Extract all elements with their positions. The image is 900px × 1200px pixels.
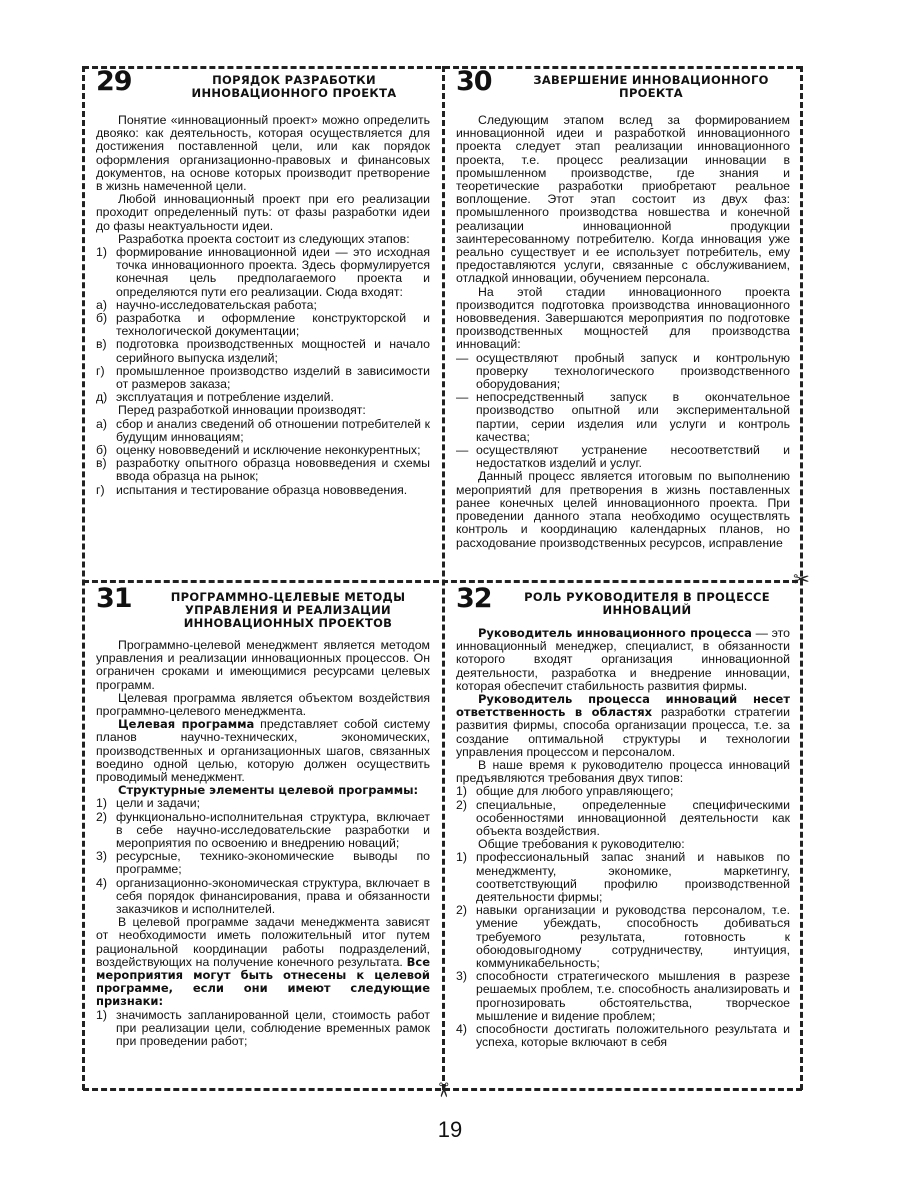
list-item-text: навыки организации и руководства персоналом, т.е. умение убеждать, способность добиваться требуемого результата, готовность к обоюдовыгодному сотрудничеству, интуиция, коммуникабельность; bbox=[476, 903, 790, 971]
list-marker: в) bbox=[96, 337, 107, 352]
list-item bbox=[96, 1009, 430, 1049]
card-body bbox=[456, 114, 790, 550]
list-item bbox=[96, 391, 430, 404]
bold-term: Руководитель инновационного процесса bbox=[478, 626, 752, 640]
list-marker: б) bbox=[96, 311, 108, 326]
list-item bbox=[96, 246, 430, 299]
card-number: 32 bbox=[456, 587, 492, 614]
list-item-text: способности стратегического мышления в разрезе решаемых проблем, т.е. способность анализировать и прогнозировать обстоятельства, творческое мышление и видение проблем; bbox=[476, 969, 790, 1023]
list-marker: г) bbox=[96, 363, 105, 378]
list-item-text: организационно-экономическая структура, включает в себя порядок финансирования, права и обязанности заказчиков и исполнителей. bbox=[116, 875, 430, 917]
list-item bbox=[456, 352, 790, 392]
list-item bbox=[96, 484, 430, 497]
card-body bbox=[96, 639, 430, 1048]
paragraph-text: Понятие «инновационный проект» можно определить двояко: как деятельность, которая осуществляется для достижения поставленной цели, или как порядок оформления организационно-правовых и финансовых документов, на основе которых производит претворение в жизнь намеченной цели. bbox=[96, 113, 430, 194]
list-item-text: непосредственный запуск в окончательное производство опытной или экспериментальной партии, серии изделия или услуги и контроль качества; bbox=[476, 390, 790, 444]
list-marker: 3) bbox=[456, 969, 467, 984]
card-body bbox=[96, 114, 430, 497]
list-item bbox=[96, 457, 430, 483]
card-header bbox=[96, 70, 430, 114]
list-item bbox=[96, 877, 430, 917]
paragraph-text: В наше время к руководителю процесса инноваций предъявляются требования двух типов: bbox=[456, 758, 790, 786]
card-number: 30 bbox=[456, 70, 492, 97]
list-item bbox=[96, 418, 430, 444]
paragraph bbox=[96, 193, 430, 233]
list-item-text: значимость запланированной цели, стоимость работ при реализации цели, соблюдение временных рамок при проведении работ; bbox=[116, 1007, 430, 1049]
list-marker: 3) bbox=[96, 849, 107, 864]
list-marker: а) bbox=[96, 416, 107, 431]
cut-line-center bbox=[442, 66, 445, 1090]
paragraph bbox=[96, 639, 430, 692]
list-item bbox=[456, 799, 790, 839]
scissors-icon: ✂ bbox=[793, 569, 810, 591]
paragraph-text: Данный процесс является итоговым по выполнению мероприятий для претворения в жизнь поставленных ранее конечных целей инновационного проекта. При проведении данного этапа необходимо осуществлять контроль и координацию календарных планов, но расходование производственных ресурсов, исправление bbox=[456, 469, 790, 550]
paragraph-text: В целевой программе задачи менеджмента зависят от необходимости иметь положительный итог путем рациональной координации работы подразделений, воздействующих на получение конечного результата. bbox=[96, 915, 430, 969]
card-31 bbox=[96, 587, 430, 1077]
list-marker: 1) bbox=[96, 796, 107, 811]
list-marker: д) bbox=[96, 390, 108, 405]
list-item bbox=[456, 851, 790, 904]
list-marker: 1) bbox=[456, 850, 467, 865]
list-marker: — bbox=[456, 443, 469, 458]
bold-term: Целевая программа bbox=[118, 717, 255, 732]
paragraph-text: Общие требования к руководителю: bbox=[478, 837, 685, 852]
paragraph bbox=[456, 693, 790, 759]
list-item-text: сбор и анализ сведений об отношении потребителей к будущим инновациям; bbox=[116, 416, 430, 444]
list-marker: 2) bbox=[456, 797, 467, 812]
page-number: 19 bbox=[437, 1117, 463, 1142]
paragraph-text: Перед разработкой инновации производят: bbox=[118, 403, 366, 418]
card-header bbox=[96, 587, 430, 639]
paragraph bbox=[96, 718, 430, 784]
list-item-text: общие для любого управляющего; bbox=[476, 784, 674, 799]
cut-line-middle bbox=[83, 580, 798, 583]
list-item bbox=[96, 811, 430, 851]
paragraph bbox=[456, 627, 790, 693]
paragraph bbox=[456, 470, 790, 549]
list-marker: 2) bbox=[456, 903, 467, 918]
list-item-text: способности достигать положительного результата и успеха, которые включают в себя bbox=[476, 1022, 790, 1050]
list-item-text: функционально-исполнительная структура, включает в себе научно-исследовательские разработки и мероприятия по освоению и внедрению новаций; bbox=[116, 809, 430, 851]
list-item bbox=[96, 338, 430, 364]
paragraph-text: разработки стратегии развития фирмы, способа организации процесса, т.е. за создание оптимальной структуры и технологии управления процессом и персоналом. bbox=[456, 705, 790, 759]
list-item bbox=[456, 904, 790, 970]
card-30 bbox=[456, 70, 790, 570]
list-item-text: цели и задачи; bbox=[116, 796, 200, 811]
card-29 bbox=[96, 70, 430, 570]
list-item-text: разработку опытного образца нововведения и схемы ввода образца на рынок; bbox=[116, 456, 430, 484]
list-marker: — bbox=[456, 350, 469, 365]
list-item-text: разработка и оформление конструкторской и технологической документации; bbox=[116, 311, 430, 339]
list-item-text: формирование инновационной идеи — это исходная точка инновационного проекта. Здесь формулируется конечная цель предполагаемого проекта и определяются пути его реализации. Сюда входят: bbox=[116, 245, 430, 299]
card-header bbox=[456, 70, 790, 114]
paragraph-text: представляет собой систему планов научно-технических, экономических, производственных и организационных шагов, связанных воедино одной целью, которую должен осуществить проводимый менеджмент. bbox=[96, 717, 430, 785]
paragraph-text: Любой инновационный проект при его реализации проходит определенный путь: от фазы разработки идеи до фазы неактуальности идеи. bbox=[96, 192, 430, 233]
list-marker: в) bbox=[96, 456, 107, 471]
card-number: 31 bbox=[96, 587, 132, 614]
bold-term: Руководитель процесса инноваций несет ответственность в областях bbox=[456, 692, 790, 720]
list-item bbox=[96, 365, 430, 391]
list-marker: 1) bbox=[96, 245, 107, 260]
paragraph bbox=[96, 916, 430, 1008]
list-item bbox=[456, 1023, 790, 1049]
list-marker: а) bbox=[96, 297, 107, 312]
list-item-text: осуществляют пробный запуск и контрольную проверку технологического производственного оборудования; bbox=[476, 350, 790, 392]
card-title: ЗАВЕРШЕНИЕ ИННОВАЦИОННОГО ПРОЕКТА bbox=[533, 73, 769, 100]
list-item-text: ресурсные, технико-экономические выводы по программе; bbox=[116, 849, 430, 877]
bold-term: Структурные элементы целевой программы: bbox=[118, 783, 419, 798]
card-body bbox=[456, 627, 790, 1050]
list-item-text: специальные, определенные специфическими особенностями инновационной деятельности как объекта воздействия. bbox=[476, 797, 790, 839]
list-item-text: подготовка производственных мощностей и начало серийного выпуска изделий; bbox=[116, 337, 430, 365]
list-item-text: испытания и тестирование образца нововведения. bbox=[116, 482, 408, 497]
card-title: РОЛЬ РУКОВОДИТЕЛЯ В ПРОЦЕССЕ ИННОВАЦИЙ bbox=[524, 590, 770, 617]
paragraph-text: Целевая программа является объектом воздействия программно-целевого менеджмента. bbox=[96, 690, 430, 719]
list-marker: 4) bbox=[96, 875, 107, 890]
list-marker: б) bbox=[96, 443, 108, 458]
list-marker: 1) bbox=[456, 784, 467, 799]
list-marker: 4) bbox=[456, 1022, 467, 1037]
list-item-text: оценку нововведений и исключение неконкурентных; bbox=[116, 443, 421, 458]
list-item bbox=[456, 391, 790, 444]
card-number: 29 bbox=[96, 70, 132, 97]
card-32 bbox=[456, 587, 790, 1077]
paragraph bbox=[456, 286, 790, 352]
card-title: ПРОГРАММНО-ЦЕЛЕВЫЕ МЕТОДЫ УПРАВЛЕНИЯ И РЕАЛИЗАЦИИ ИННОВАЦИОННЫХ ПРОЕКТОВ bbox=[170, 590, 406, 630]
list-item-text: эксплуатация и потребление изделий. bbox=[116, 390, 334, 405]
paragraph bbox=[96, 692, 430, 718]
paragraph-text: Следующим этапом вслед за формированием инновационной идеи и разработкой инновационного проекта следует этап реализации инновационного проекта, т.е. процесс реализации инновации в промышленном производстве, где знания и теоретические разработки приобретают реальное воплощение. Этот этап состоит из двух фаз: промышленного производства новшества и конечной реализации инновационной продукции заинтересованному потребителю. Когда инновация уже реально существует и ее использует потребитель, ему предоставляются услуги, связанные с обслуживанием, отладкой инновации, обучением персонала. bbox=[456, 113, 790, 286]
list-marker: 1) bbox=[96, 1007, 107, 1022]
list-item bbox=[96, 312, 430, 338]
paragraph-text: — это инновационный менеджер, специалист, в обязанности которого входят организация инновационной деятельности, разработка и внедрение инновации, которая обеспечит стабильность развития фирмы. bbox=[456, 626, 790, 693]
card-title: ПОРЯДОК РАЗРАБОТКИ ИННОВАЦИОННОГО ПРОЕКТА bbox=[191, 73, 397, 100]
paragraph-text: На этой стадии инновационного проекта производится подготовка производства инновационного нововведения. Завершаются мероприятия по подготовке производственных мощностей для производства инноваций: bbox=[456, 284, 790, 352]
list-item-text: научно-исследовательская работа; bbox=[116, 297, 317, 312]
list-marker: 2) bbox=[96, 809, 107, 824]
list-marker: г) bbox=[96, 482, 105, 497]
list-item-text: осуществляют устранение несоответствий и недостатков изделий и услуг. bbox=[476, 443, 790, 471]
list-item-text: промышленное производство изделий в зависимости от размеров заказа; bbox=[116, 363, 430, 392]
list-item bbox=[456, 444, 790, 470]
bold-term: Все мероприятия могут быть отнесены к целевой программе, если они имеют следующие признаки: bbox=[96, 954, 430, 1009]
list-item-text: профессиональный запас знаний и навыков по менеджменту, экономике, маркетингу, соответствующий профилю производственной деятельности фирмы; bbox=[476, 850, 790, 905]
cut-line-left bbox=[82, 66, 85, 1090]
list-item bbox=[456, 970, 790, 1023]
paragraph bbox=[456, 114, 790, 286]
paragraph-text: Программно-целевой менеджмент является методом управления и реализации инновационных процессов. Он ограничен сроками и имеющимися ресурсами целевых программ. bbox=[96, 638, 430, 692]
paragraph-text: Разработка проекта состоит из следующих этапов: bbox=[118, 231, 410, 246]
list-item bbox=[96, 850, 430, 876]
scissors-icon: ✂ bbox=[431, 1081, 454, 1099]
card-header bbox=[456, 587, 790, 627]
paragraph bbox=[456, 759, 790, 785]
paragraph bbox=[96, 114, 430, 193]
list-marker: — bbox=[456, 390, 469, 405]
